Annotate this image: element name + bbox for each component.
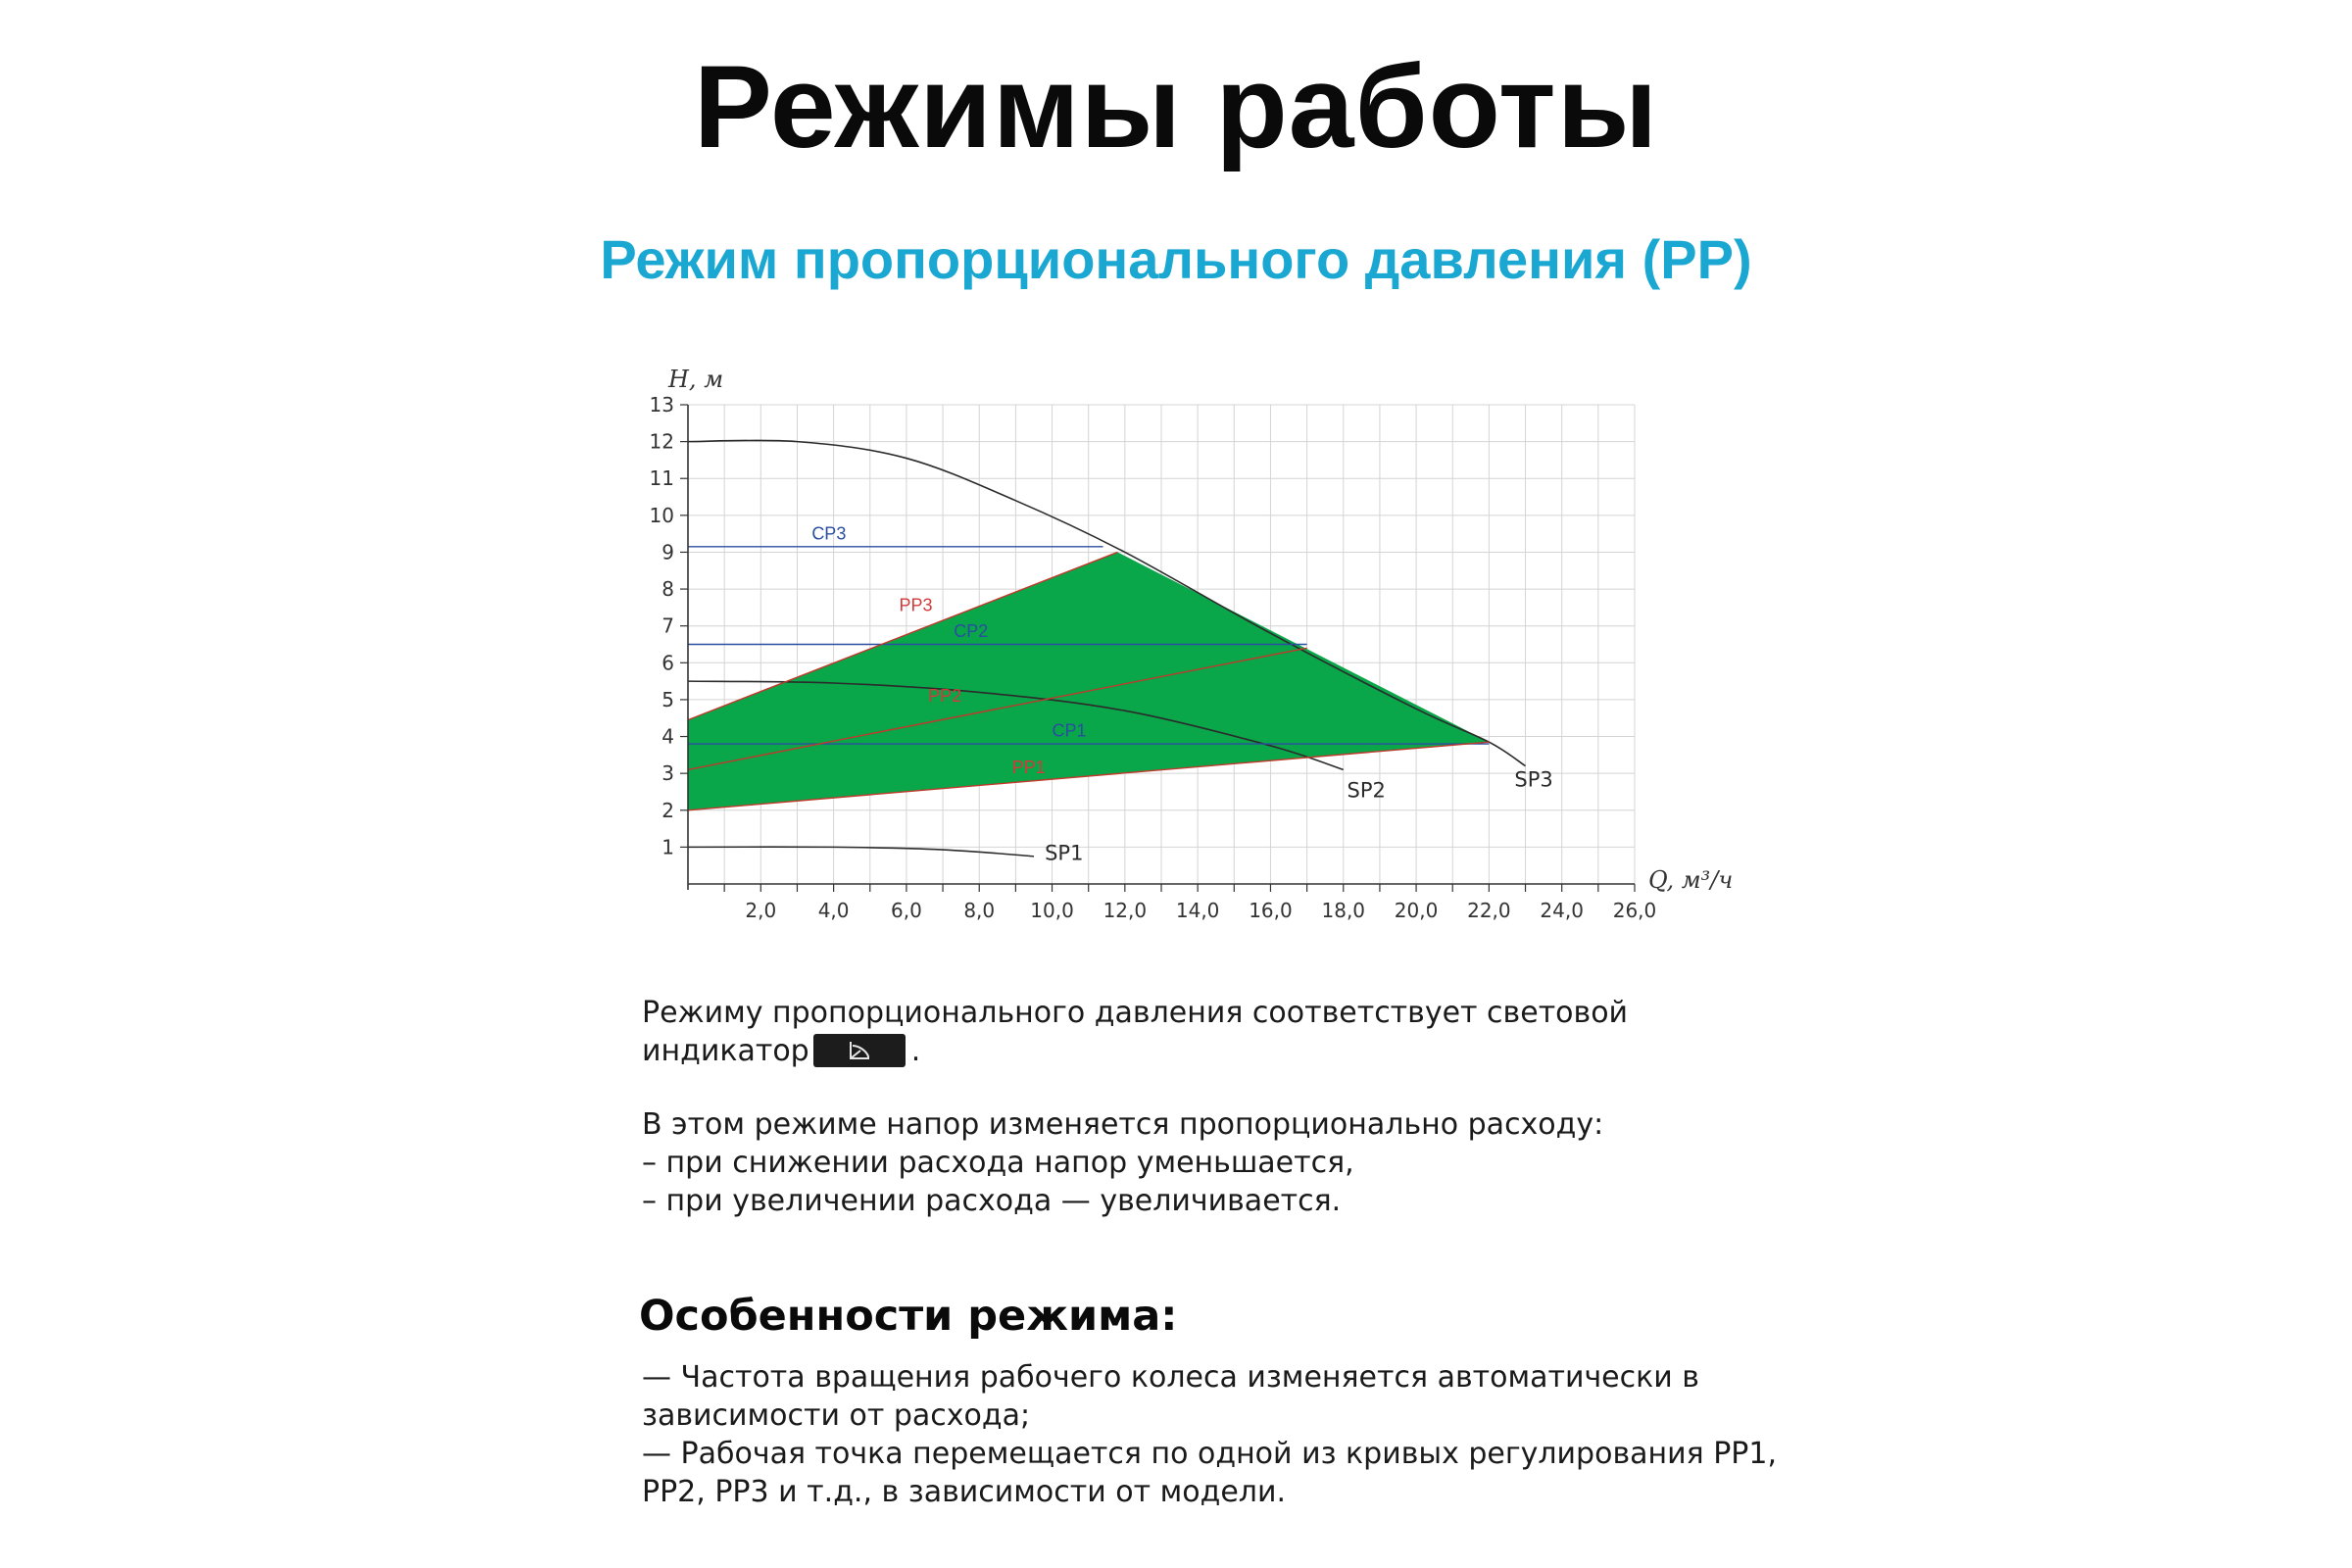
x-tick-label: 10,0: [1030, 899, 1074, 922]
x-axis-label: Q, м³/ч: [1648, 866, 1734, 894]
x-tick-label: 24,0: [1540, 899, 1584, 922]
y-tick-label: 8: [662, 577, 674, 602]
y-tick-label: 9: [662, 540, 674, 564]
series-label-sp2: SP2: [1347, 778, 1386, 803]
y-tick-label: 6: [662, 651, 674, 675]
pp-operating-region: [688, 552, 1489, 809]
x-tick-label: 14,0: [1175, 899, 1220, 922]
series-label-pp3: PP3: [899, 595, 933, 615]
paragraph-line: – при снижении расхода напор уменьшается,: [642, 1146, 1354, 1180]
y-tick-label: 1: [662, 835, 674, 859]
mode-description: [642, 1105, 1740, 1220]
proportional-pressure-indicator-icon: [847, 1040, 872, 1061]
page-subtitle: Режим пропорционального давления (PP): [600, 228, 1752, 290]
y-tick-label: 2: [662, 798, 674, 822]
series-label-sp3: SP3: [1514, 767, 1553, 792]
indicator-paragraph: [642, 994, 1740, 1070]
paragraph-line: – при увеличении расхода — увеличивается.: [642, 1184, 1342, 1218]
chart-region-layer: [688, 552, 1489, 809]
x-tick-label: 12,0: [1102, 899, 1148, 922]
features-list: [642, 1358, 1778, 1511]
paragraph-line: [642, 1032, 1740, 1070]
y-tick-label: 11: [649, 466, 674, 491]
feature-line: — Частота вращения рабочего колеса изменяется автоматически в: [642, 1360, 1699, 1395]
features-heading: Особенности режима:: [639, 1292, 1178, 1341]
pump-curve-chart: [627, 353, 1784, 941]
page-title: Режимы работы: [693, 41, 1659, 172]
feature-line: зависимости от расхода;: [642, 1398, 1031, 1433]
x-tick-label: 18,0: [1321, 899, 1366, 922]
x-tick-label: 16,0: [1249, 899, 1293, 922]
x-tick-label: 2,0: [745, 899, 777, 922]
y-tick-label: 13: [649, 393, 674, 416]
series-label-cp2: CP2: [954, 620, 989, 641]
y-tick-label: 4: [662, 724, 674, 749]
indicator-label: индикатор: [642, 1034, 809, 1068]
paragraph-line: Режиму пропорционального давления соответствует световой: [642, 996, 1629, 1030]
series-label-pp2: PP2: [928, 685, 962, 706]
y-tick-label: 12: [649, 429, 674, 454]
x-tick-label: 26,0: [1612, 899, 1657, 922]
y-tick-label: 3: [662, 761, 674, 786]
series-label-sp1: SP1: [1045, 841, 1084, 865]
y-tick-label: 7: [662, 613, 674, 638]
series-label-cp1: CP1: [1052, 720, 1087, 741]
series-label-pp1: PP1: [1011, 758, 1046, 778]
light-indicator: [813, 1034, 906, 1067]
x-tick-label: 6,0: [891, 899, 922, 922]
paragraph-line: В этом режиме напор изменяется пропорционально расходу:: [642, 1107, 1604, 1142]
x-tick-label: 22,0: [1467, 899, 1511, 922]
series-line-sp1: [688, 847, 1034, 857]
x-tick-label: 8,0: [963, 899, 996, 922]
y-tick-label: 5: [662, 687, 674, 711]
y-tick-label: 10: [649, 503, 674, 527]
indicator-period: .: [910, 1034, 921, 1068]
feature-line: PP2, PP3 и т.д., в зависимости от модели.: [642, 1475, 1287, 1509]
feature-line: — Рабочая точка перемещается по одной из кривых регулирования PP1,: [642, 1437, 1778, 1471]
series-label-cp3: CP3: [811, 523, 847, 544]
x-tick-label: 20,0: [1394, 899, 1439, 922]
x-tick-label: 4,0: [817, 899, 850, 922]
y-axis-label: H, м: [668, 366, 724, 393]
